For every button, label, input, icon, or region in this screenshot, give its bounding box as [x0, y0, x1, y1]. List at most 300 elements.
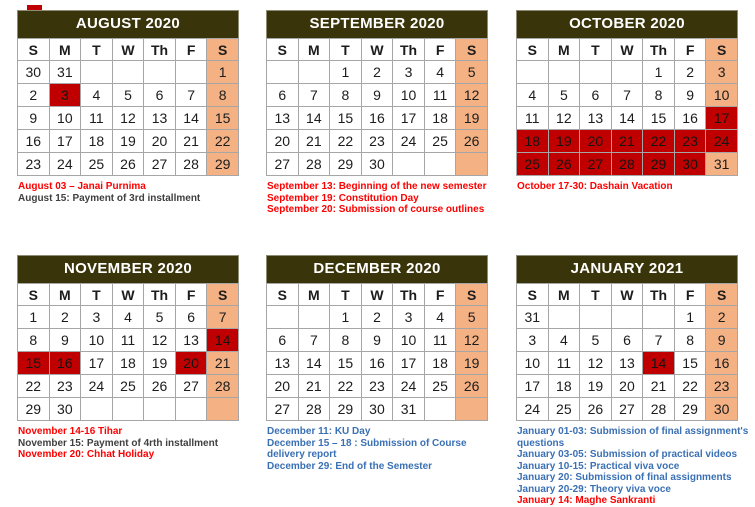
day-cell: 24 — [49, 153, 81, 176]
week-row — [517, 153, 738, 176]
weekday-header-row — [517, 284, 738, 306]
day-cell: 16 — [49, 352, 81, 375]
empty-cell — [267, 306, 299, 329]
note: December 15 – 18 : Submission of Course delivery report — [267, 437, 467, 460]
week-row — [18, 61, 239, 84]
day-cell: 16 — [706, 352, 738, 375]
calendar-title: OCTOBER 2020 — [516, 10, 738, 38]
weekday-header-cell: F — [424, 284, 456, 306]
calendar-october-2020 — [516, 10, 740, 193]
day-cell: 7 — [298, 329, 330, 352]
day-cell: 16 — [361, 352, 393, 375]
day-cell: 21 — [298, 375, 330, 398]
weekday-header-cell: W — [611, 284, 643, 306]
empty-cell — [611, 306, 643, 329]
empty-cell — [424, 398, 456, 421]
empty-cell — [393, 153, 425, 176]
day-cell: 11 — [548, 352, 580, 375]
empty-cell — [424, 153, 456, 176]
week-row — [267, 153, 488, 176]
week-row — [517, 352, 738, 375]
day-cell: 6 — [611, 329, 643, 352]
calendar-table — [516, 283, 738, 421]
weekday-header-cell: S — [456, 39, 488, 61]
day-cell: 21 — [207, 352, 239, 375]
day-cell: 20 — [144, 130, 176, 153]
note: January 03-05: Submission of practical videos — [517, 449, 738, 460]
day-cell: 23 — [361, 375, 393, 398]
day-cell: 6 — [267, 84, 299, 107]
day-cell: 13 — [175, 329, 207, 352]
day-cell: 9 — [674, 84, 706, 107]
weekday-header-row — [18, 39, 239, 61]
day-cell: 6 — [175, 306, 207, 329]
day-cell: 27 — [267, 153, 299, 176]
day-cell: 5 — [144, 306, 176, 329]
calendar-december-2020 — [266, 255, 490, 472]
day-cell: 28 — [611, 153, 643, 176]
calendar-notes — [17, 181, 254, 204]
empty-cell — [81, 61, 113, 84]
day-cell: 24 — [706, 130, 738, 153]
weekday-header-cell: T — [330, 284, 362, 306]
calendar-august-2020 — [17, 10, 241, 204]
day-cell: 8 — [207, 84, 239, 107]
day-cell: 6 — [267, 329, 299, 352]
day-cell: 29 — [207, 153, 239, 176]
day-cell: 17 — [706, 107, 738, 130]
day-cell: 22 — [330, 375, 362, 398]
weekday-header-cell: T — [580, 39, 612, 61]
day-cell: 23 — [18, 153, 50, 176]
day-cell: 22 — [643, 130, 675, 153]
note: January 20-29: Theory viva voce — [517, 483, 671, 495]
day-cell: 18 — [424, 352, 456, 375]
day-cell: 8 — [330, 329, 362, 352]
weekday-header-cell: W — [112, 39, 144, 61]
day-cell: 24 — [393, 130, 425, 153]
weekday-header-cell: S — [517, 284, 549, 306]
day-cell: 13 — [580, 107, 612, 130]
day-cell: 23 — [674, 130, 706, 153]
day-cell: 22 — [18, 375, 50, 398]
day-cell: 21 — [611, 130, 643, 153]
empty-cell — [580, 306, 612, 329]
day-cell: 15 — [207, 107, 239, 130]
week-row — [267, 329, 488, 352]
calendar-notes — [516, 181, 753, 193]
empty-cell — [207, 398, 239, 421]
day-cell: 25 — [81, 153, 113, 176]
day-cell: 17 — [393, 352, 425, 375]
day-cell: 13 — [267, 352, 299, 375]
weekday-header-cell: M — [298, 284, 330, 306]
week-row — [267, 130, 488, 153]
day-cell: 30 — [361, 398, 393, 421]
empty-cell — [112, 61, 144, 84]
calendar-september-2020 — [266, 10, 490, 216]
day-cell: 23 — [49, 375, 81, 398]
day-cell: 12 — [580, 352, 612, 375]
empty-cell — [81, 398, 113, 421]
day-cell: 12 — [548, 107, 580, 130]
day-cell: 5 — [456, 306, 488, 329]
day-cell: 1 — [643, 61, 675, 84]
weekday-header-cell: F — [674, 284, 706, 306]
day-cell: 2 — [49, 306, 81, 329]
weekday-header-cell: S — [706, 39, 738, 61]
weekday-header-cell: Th — [144, 39, 176, 61]
day-cell: 3 — [517, 329, 549, 352]
weekday-header-cell: S — [517, 39, 549, 61]
calendar-table — [17, 283, 239, 421]
day-cell: 7 — [207, 306, 239, 329]
day-cell: 31 — [517, 306, 549, 329]
day-cell: 7 — [298, 84, 330, 107]
empty-cell — [643, 306, 675, 329]
empty-cell — [175, 61, 207, 84]
day-cell: 18 — [517, 130, 549, 153]
day-cell: 30 — [706, 398, 738, 421]
day-cell: 28 — [298, 153, 330, 176]
weekday-header-cell: M — [49, 284, 81, 306]
day-cell: 10 — [393, 84, 425, 107]
empty-cell — [580, 61, 612, 84]
week-row — [267, 61, 488, 84]
day-cell: 11 — [424, 329, 456, 352]
day-cell: 15 — [330, 107, 362, 130]
empty-cell — [298, 61, 330, 84]
day-cell: 26 — [112, 153, 144, 176]
day-cell: 2 — [361, 306, 393, 329]
day-cell: 29 — [330, 153, 362, 176]
day-cell: 10 — [517, 352, 549, 375]
weekday-header-cell: M — [298, 39, 330, 61]
weekday-header-row — [517, 39, 738, 61]
day-cell: 14 — [643, 352, 675, 375]
day-cell: 24 — [517, 398, 549, 421]
note: January 01-03: Submission of final assignment's questions — [517, 426, 749, 449]
empty-cell — [611, 61, 643, 84]
week-row — [267, 84, 488, 107]
week-row — [18, 306, 239, 329]
calendar-notes — [516, 426, 753, 507]
day-cell: 21 — [175, 130, 207, 153]
calendar-table — [266, 283, 488, 421]
day-cell: 18 — [424, 107, 456, 130]
day-cell: 1 — [18, 306, 50, 329]
week-row — [267, 375, 488, 398]
day-cell: 5 — [580, 329, 612, 352]
calendar-title: NOVEMBER 2020 — [17, 255, 239, 283]
day-cell: 20 — [175, 352, 207, 375]
week-row — [18, 153, 239, 176]
day-cell: 31 — [706, 153, 738, 176]
day-cell: 9 — [706, 329, 738, 352]
weekday-header-cell: S — [207, 39, 239, 61]
empty-cell — [548, 61, 580, 84]
note: October 17-30: Dashain Vacation — [517, 181, 673, 192]
calendar-table — [17, 38, 239, 176]
day-cell: 30 — [18, 61, 50, 84]
week-row — [267, 352, 488, 375]
day-cell: 5 — [456, 61, 488, 84]
day-cell: 17 — [393, 107, 425, 130]
note: August 03 – Janai Purnima — [18, 181, 146, 192]
day-cell: 19 — [580, 375, 612, 398]
day-cell: 6 — [580, 84, 612, 107]
day-cell: 8 — [643, 84, 675, 107]
day-cell: 29 — [18, 398, 50, 421]
day-cell: 29 — [643, 153, 675, 176]
day-cell: 14 — [611, 107, 643, 130]
empty-cell — [548, 306, 580, 329]
weekday-header-cell: M — [548, 39, 580, 61]
note: August 15: Payment of 3rd installment — [18, 192, 201, 204]
day-cell: 14 — [175, 107, 207, 130]
day-cell: 30 — [361, 153, 393, 176]
day-cell: 4 — [517, 84, 549, 107]
day-cell: 27 — [267, 398, 299, 421]
day-cell: 22 — [330, 130, 362, 153]
day-cell: 15 — [330, 352, 362, 375]
day-cell: 11 — [81, 107, 113, 130]
calendar-title: AUGUST 2020 — [17, 10, 239, 38]
day-cell: 18 — [112, 352, 144, 375]
day-cell: 25 — [112, 375, 144, 398]
note: September 20: Submission of course outlines — [267, 204, 485, 215]
weekday-header-cell: M — [548, 284, 580, 306]
weekday-header-cell: S — [267, 39, 299, 61]
day-cell: 23 — [706, 375, 738, 398]
calendar-january-2021 — [516, 255, 749, 507]
day-cell: 4 — [424, 306, 456, 329]
week-row — [267, 398, 488, 421]
day-cell: 13 — [144, 107, 176, 130]
calendar-notes — [266, 181, 503, 216]
weekday-header-cell: W — [361, 39, 393, 61]
week-row — [517, 84, 738, 107]
day-cell: 16 — [674, 107, 706, 130]
weekday-header-cell: T — [81, 39, 113, 61]
day-cell: 31 — [49, 61, 81, 84]
calendar-notes — [266, 426, 503, 472]
day-cell: 26 — [144, 375, 176, 398]
day-cell: 19 — [456, 352, 488, 375]
day-cell: 25 — [424, 130, 456, 153]
day-cell: 18 — [548, 375, 580, 398]
day-cell: 26 — [548, 153, 580, 176]
day-cell: 8 — [18, 329, 50, 352]
day-cell: 9 — [361, 329, 393, 352]
day-cell: 3 — [81, 306, 113, 329]
day-cell: 20 — [611, 375, 643, 398]
weekday-header-cell: S — [456, 284, 488, 306]
week-row — [18, 130, 239, 153]
day-cell: 3 — [706, 61, 738, 84]
day-cell: 14 — [298, 352, 330, 375]
day-cell: 12 — [144, 329, 176, 352]
weekday-header-cell: Th — [144, 284, 176, 306]
day-cell: 17 — [81, 352, 113, 375]
empty-cell — [267, 61, 299, 84]
calendar-title: SEPTEMBER 2020 — [266, 10, 488, 38]
day-cell: 21 — [643, 375, 675, 398]
day-cell: 6 — [144, 84, 176, 107]
empty-cell — [298, 306, 330, 329]
weekday-header-cell: W — [112, 284, 144, 306]
day-cell: 12 — [456, 84, 488, 107]
day-cell: 11 — [424, 84, 456, 107]
day-cell: 17 — [517, 375, 549, 398]
day-cell: 14 — [207, 329, 239, 352]
note: December 29: End of the Semester — [267, 460, 433, 472]
day-cell: 2 — [361, 61, 393, 84]
weekday-header-cell: Th — [643, 284, 675, 306]
empty-cell — [175, 398, 207, 421]
day-cell: 1 — [674, 306, 706, 329]
empty-cell — [456, 398, 488, 421]
weekday-header-cell: T — [330, 39, 362, 61]
day-cell: 26 — [456, 375, 488, 398]
weekday-header-cell: S — [18, 284, 50, 306]
calendar-table — [266, 38, 488, 176]
day-cell: 28 — [207, 375, 239, 398]
day-cell: 8 — [674, 329, 706, 352]
day-cell: 3 — [393, 306, 425, 329]
day-cell: 15 — [674, 352, 706, 375]
calendar-november-2020 — [17, 255, 241, 461]
empty-cell — [144, 398, 176, 421]
weekday-header-cell: F — [424, 39, 456, 61]
day-cell: 3 — [393, 61, 425, 84]
day-cell: 19 — [456, 107, 488, 130]
weekday-header-cell: S — [706, 284, 738, 306]
empty-cell — [112, 398, 144, 421]
week-row — [517, 61, 738, 84]
day-cell: 13 — [267, 107, 299, 130]
week-row — [267, 107, 488, 130]
note: January 20: Submission of final assignments — [517, 472, 732, 483]
day-cell: 30 — [49, 398, 81, 421]
week-row — [517, 107, 738, 130]
weekday-header-cell: M — [49, 39, 81, 61]
day-cell: 19 — [548, 130, 580, 153]
day-cell: 16 — [18, 130, 50, 153]
calendar-table — [516, 38, 738, 176]
week-row — [517, 329, 738, 352]
day-cell: 7 — [643, 329, 675, 352]
week-row — [18, 352, 239, 375]
day-cell: 1 — [330, 306, 362, 329]
week-row — [267, 306, 488, 329]
day-cell: 11 — [517, 107, 549, 130]
note: November 14-16 Tihar — [18, 426, 123, 437]
empty-cell — [456, 153, 488, 176]
day-cell: 24 — [393, 375, 425, 398]
day-cell: 10 — [393, 329, 425, 352]
weekday-header-cell: S — [267, 284, 299, 306]
day-cell: 26 — [456, 130, 488, 153]
day-cell: 4 — [548, 329, 580, 352]
day-cell: 15 — [643, 107, 675, 130]
week-row — [517, 375, 738, 398]
day-cell: 25 — [548, 398, 580, 421]
day-cell: 25 — [517, 153, 549, 176]
day-cell: 23 — [361, 130, 393, 153]
day-cell: 19 — [112, 130, 144, 153]
day-cell: 20 — [267, 130, 299, 153]
day-cell: 7 — [611, 84, 643, 107]
day-cell: 27 — [175, 375, 207, 398]
day-cell: 8 — [330, 84, 362, 107]
note: November 15: Payment of 4rth installment — [18, 437, 219, 449]
day-cell: 7 — [175, 84, 207, 107]
day-cell: 5 — [548, 84, 580, 107]
empty-cell — [144, 61, 176, 84]
day-cell: 4 — [424, 61, 456, 84]
day-cell: 29 — [330, 398, 362, 421]
day-cell: 21 — [298, 130, 330, 153]
day-cell: 17 — [49, 130, 81, 153]
day-cell: 9 — [18, 107, 50, 130]
note: December 11: KU Day — [267, 426, 371, 437]
day-cell: 12 — [456, 329, 488, 352]
weekday-header-cell: W — [361, 284, 393, 306]
weekday-header-cell: Th — [643, 39, 675, 61]
day-cell: 14 — [298, 107, 330, 130]
week-row — [18, 107, 239, 130]
day-cell: 9 — [49, 329, 81, 352]
day-cell: 27 — [144, 153, 176, 176]
day-cell: 27 — [611, 398, 643, 421]
empty-cell — [517, 61, 549, 84]
day-cell: 12 — [112, 107, 144, 130]
note: September 13: Beginning of the new semester — [267, 181, 487, 192]
day-cell: 4 — [112, 306, 144, 329]
day-cell: 4 — [81, 84, 113, 107]
day-cell: 11 — [112, 329, 144, 352]
day-cell: 31 — [393, 398, 425, 421]
day-cell: 28 — [643, 398, 675, 421]
weekday-header-row — [18, 284, 239, 306]
week-row — [517, 398, 738, 421]
day-cell: 18 — [81, 130, 113, 153]
weekday-header-cell: S — [207, 284, 239, 306]
day-cell: 1 — [207, 61, 239, 84]
weekday-header-cell: F — [175, 284, 207, 306]
day-cell: 24 — [81, 375, 113, 398]
weekday-header-cell: S — [18, 39, 50, 61]
day-cell: 20 — [580, 130, 612, 153]
day-cell: 19 — [144, 352, 176, 375]
day-cell: 13 — [611, 352, 643, 375]
weekday-header-cell: T — [81, 284, 113, 306]
weekday-header-row — [267, 39, 488, 61]
week-row — [18, 84, 239, 107]
day-cell: 10 — [81, 329, 113, 352]
day-cell: 26 — [580, 398, 612, 421]
week-row — [18, 329, 239, 352]
day-cell: 10 — [49, 107, 81, 130]
week-row — [18, 398, 239, 421]
weekday-header-cell: Th — [393, 284, 425, 306]
calendar-title: JANUARY 2021 — [516, 255, 738, 283]
day-cell: 25 — [424, 375, 456, 398]
day-cell: 1 — [330, 61, 362, 84]
day-cell: 15 — [18, 352, 50, 375]
week-row — [517, 306, 738, 329]
